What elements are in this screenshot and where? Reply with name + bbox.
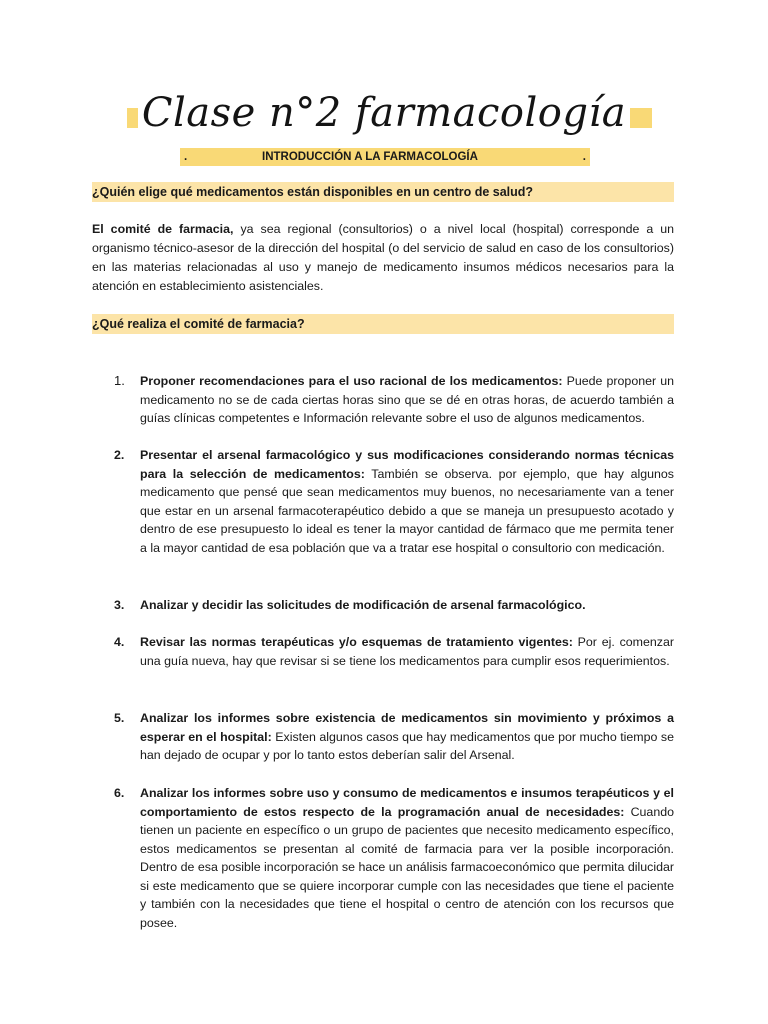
list-item-number: 1. bbox=[114, 373, 125, 388]
list-item-number: 3. bbox=[114, 598, 125, 612]
list-item-number: 2. bbox=[114, 448, 125, 462]
list-item-body: Cuando tienen un paciente en específico o un grupo de pacientes que necesito medicamento específico, estos medicamentos se presentan al comité de farmacia para ver la posible incorporación. Dentro de esa posible incorporación se hace un análisis farmacoeconómico que permita dilucidar si este medicamento que se quiere incorporar cumple con las necesidades que tiene el paciente y también con la necesidades que tiene el hospital o centro de atención con los recursos que posee. bbox=[140, 804, 674, 930]
question-heading-1: ¿Quién elige qué medicamentos están disponibles en un centro de salud? bbox=[92, 182, 674, 202]
list-item bbox=[114, 633, 674, 670]
list-item-number: 4. bbox=[114, 635, 125, 649]
list-item-body: Puede proponer un medicamento no se de cada ciertas horas sino que se dé en otras horas, de acuerdo también a guías clínicas competentes e Información relevante sobre el uso de algunos medicamentos. bbox=[140, 374, 674, 425]
list-item-heading: Analizar los informes sobre existencia de medicamentos sin movimiento y próximos a esperar en el hospital: bbox=[140, 711, 674, 744]
answer-bold-lead: El comité de farmacia, bbox=[92, 222, 234, 236]
subtitle-right-dot: . bbox=[582, 151, 586, 163]
question-heading-2: ¿Qué realiza el comité de farmacia? bbox=[92, 314, 674, 334]
subtitle-text: INTRODUCCIÓN A LA FARMACOLOGÍA bbox=[262, 151, 478, 163]
list-item bbox=[114, 596, 674, 615]
list-item-heading: Presentar el arsenal farmacológico y sus modificaciones considerando normas técnicas para la selección de medicamentos: bbox=[140, 448, 674, 481]
list-item-heading: Analizar y decidir las solicitudes de modificación de arsenal farmacológico. bbox=[140, 598, 586, 612]
list-item-number: 6. bbox=[114, 786, 125, 800]
list-item-body: Existen algunos casos que hay medicamentos que por mucho tiempo se han dejado de ocupar y por lo tanto estos deberían salir del Arsenal. bbox=[140, 729, 675, 762]
list-item bbox=[114, 709, 674, 765]
list-item bbox=[114, 446, 674, 557]
list-item bbox=[114, 784, 674, 932]
list-item-heading: Revisar las normas terapéuticas y/o esquemas de tratamiento vigentes: bbox=[140, 635, 573, 649]
subtitle-left-dot: . bbox=[184, 151, 188, 163]
list-item-body: Por ej. comenzar una guía nueva, hay que revisar si se tiene los medicamentos para cumplir esos requerimientos. bbox=[140, 635, 674, 668]
page-title-text: Clase n°2 farmacología bbox=[138, 90, 630, 136]
answer-body: ya sea regional (consultorios) o a nivel local (hospital) corresponde a un organismo técnico-asesor de la dirección del hospital (o del servicio de salud en caso de los consultorios) en las materias relacionadas al uso y manejo de medicamento insumos médicos necesarios para la atención en establecimiento asistenciales. bbox=[92, 222, 674, 293]
list-item-number: 5. bbox=[114, 711, 125, 725]
list-item-heading: Analizar los informes sobre uso y consumo de medicamentos e insumos terapéuticos y el comportamiento de estos respecto de la programación anual de necesidades: bbox=[140, 786, 674, 819]
list-item-body: También se observa. por ejemplo, que hay algunos medicamento que pensé que sean medicamentos muy buenos, no necesariamente van a tener que estar en un arsenal farmacoterapéutico debido a que se maneja un presupuesto acotado y dentro de ese presupuesto lo ideal es tener la mayor cantidad de fármaco que me permita tener a la mayor cantidad de esa población que va a tratar ese hospital o consultorio con medicación. bbox=[140, 466, 674, 555]
subtitle-banner bbox=[180, 148, 590, 166]
list-item-heading: Proponer recomendaciones para el uso racional de los medicamentos: bbox=[140, 374, 563, 388]
page-title bbox=[0, 84, 768, 142]
answer-paragraph-1 bbox=[92, 220, 674, 296]
list-item bbox=[114, 372, 674, 428]
